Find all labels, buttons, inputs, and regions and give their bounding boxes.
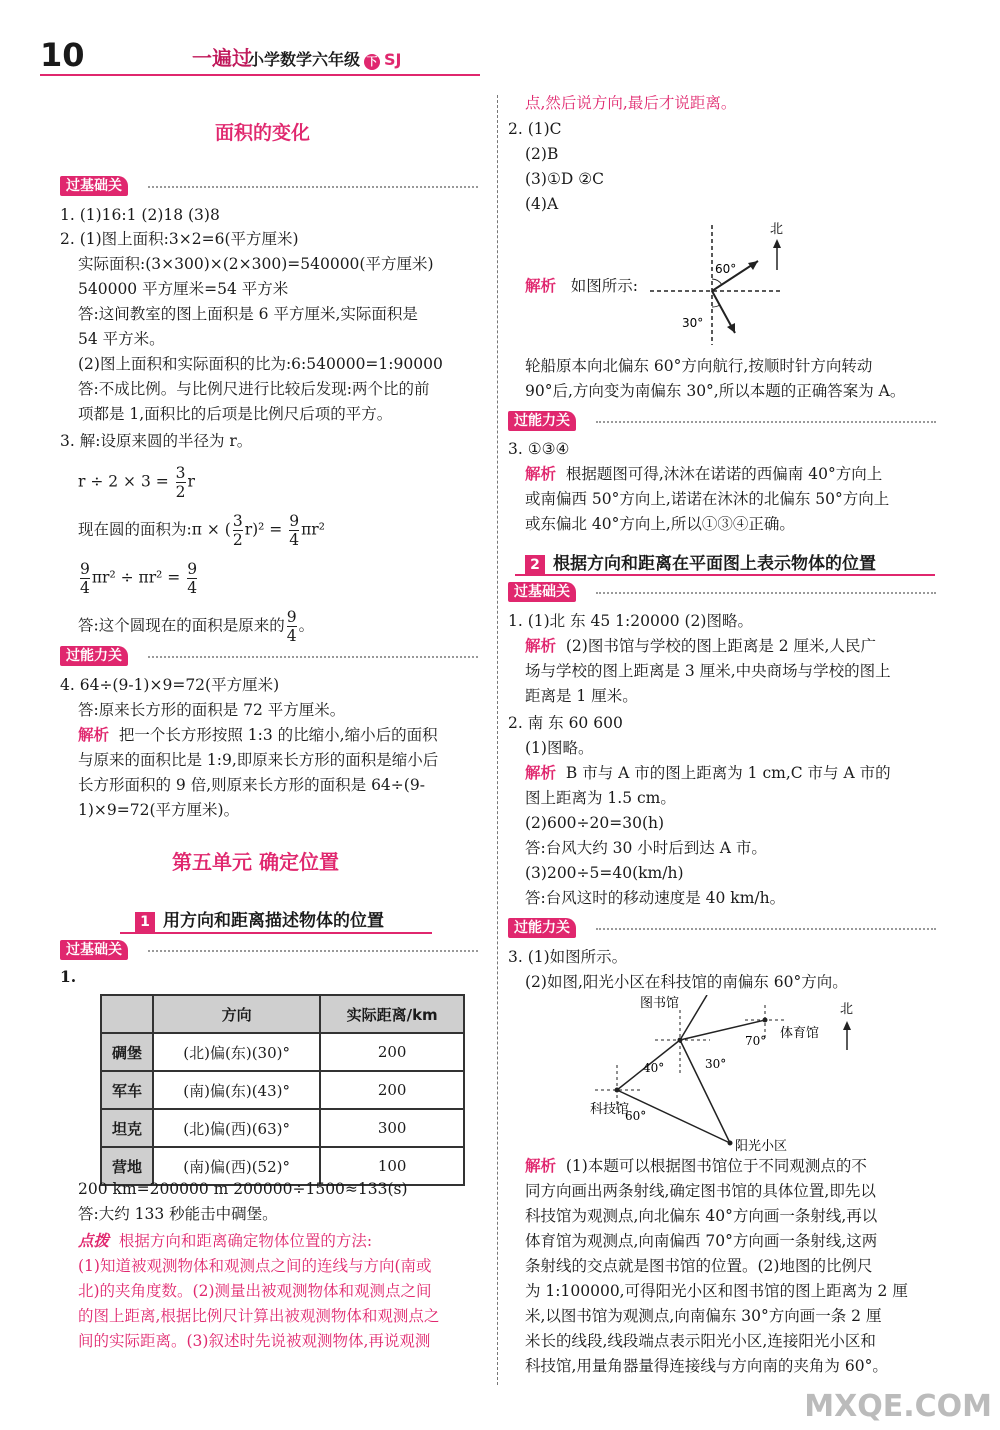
- q3-eq3-frac2: [187, 560, 197, 597]
- table-cell-direction: (北)偏(东)(30)°: [153, 1033, 320, 1071]
- r-q2-jx: [525, 275, 638, 297]
- table-cell-distance: 100: [320, 1147, 464, 1185]
- q2-line-1: 实际面积:(3×300)×(2×300)=540000(平方厘米): [78, 255, 434, 273]
- q2-line-0: 2. (1)图上面积:3×2=6(平方厘米): [60, 230, 299, 248]
- q2-line-7: 项都是 1,面积比的后项是比例尺后项的平方。: [78, 405, 393, 423]
- q3-eq3: [78, 560, 199, 597]
- q3-eq2-prefix: 现在圆的面积为:π × (: [78, 520, 231, 539]
- q4-line-0: 4. 64÷(9-1)×9=72(平方厘米): [60, 676, 280, 694]
- tag-guo-ji-chu: 过基础关: [60, 176, 128, 196]
- library-label: 图书馆: [640, 996, 680, 1011]
- map-diagram: [585, 995, 885, 1155]
- q3-eq3-frac: [80, 560, 90, 597]
- segment-library-to-sunshine: [680, 1040, 730, 1143]
- q3-eq1: [78, 464, 195, 501]
- r-q2-line-3: (4)A: [525, 195, 559, 213]
- q2-line-3: 答:这间教室的图上面积是 6 平方厘米,实际面积是: [78, 305, 418, 323]
- r-q1-jx-text-0: (2)图书馆与学校的图上距离是 2 厘米,人民广: [565, 637, 876, 655]
- q3-eq2-frac: [233, 512, 243, 549]
- r-q3b-jx-3: 体育馆为观测点,向南偏西 70°方向画一条射线,这两: [525, 1232, 878, 1250]
- book-title: [248, 47, 402, 70]
- r-q2b-line-0: 2. 南 东 60 600: [508, 714, 623, 732]
- tag-rule: [148, 656, 478, 658]
- q3-answer-num: 9: [286, 608, 297, 626]
- table-cell-distance: 300: [320, 1109, 464, 1147]
- q3-eq2-tail: πr²: [301, 520, 325, 539]
- q3-eq3-num: 9: [80, 560, 90, 578]
- q3-intro: 3. 解:设原来圆的半径为 r。: [60, 432, 253, 450]
- r-q3-jx-2: 或东偏北 40°方向上,所以①③④正确。: [525, 515, 795, 533]
- r-q1: 1. (1)北 东 45 1:20000 (2)图略。: [508, 612, 753, 630]
- r-q2b-line-1: (1)图略。: [525, 739, 594, 757]
- tag-rule: [596, 592, 936, 594]
- table-header-row: [101, 995, 464, 1033]
- r-q3b-jx-4: 条射线的交点就是图书馆的位置。(2)地图的比例尺: [525, 1257, 873, 1275]
- q3-eq2-den2: 4: [289, 531, 300, 549]
- q4-line-1: 答:原来长方形的面积是 72 平方厘米。: [78, 701, 346, 719]
- r-q3-jx-0: [525, 463, 882, 485]
- section-title-area-change: 面积的变化: [215, 122, 311, 144]
- map-north-label: 北: [840, 1002, 854, 1017]
- section-1-rule: [120, 932, 432, 934]
- r-q1-jx-2: 距离是 1 厘米。: [525, 687, 638, 705]
- section-1-heading: [135, 906, 384, 932]
- jiexi-label: 解析: [78, 726, 110, 744]
- q3-eq2-num2: 9: [289, 512, 300, 530]
- table-question-number: 1.: [60, 967, 77, 986]
- map-north-arrowhead: [843, 1021, 851, 1030]
- q1-answer: 1. (1)16:1 (2)18 (3)8: [60, 206, 220, 224]
- r-q2b-jx-0: [525, 762, 891, 784]
- q3-eq1-frac: [176, 464, 186, 501]
- north-label: 北: [770, 222, 784, 237]
- tag-guo-neng-li: 过能力关: [508, 411, 576, 431]
- r-q2-line-2: (3)①D ②C: [525, 170, 604, 188]
- sunshine-point: [728, 1141, 733, 1146]
- q3-eq1-left: r ÷ 2 × 3 =: [78, 472, 169, 491]
- r-q2b-jx-1: 图上距离为 1.5 cm。: [525, 789, 676, 807]
- science-label: 科技馆: [590, 1102, 630, 1117]
- r-q2-explain-0: 轮船原本向北偏东 60°方向航行,按顺时针方向转动: [525, 357, 873, 375]
- q3-eq2-frac2: [289, 512, 299, 549]
- table-row: [101, 1071, 464, 1109]
- q3-eq2: [78, 512, 325, 549]
- edition: SJ: [384, 50, 402, 69]
- q3-eq1-den: 2: [175, 483, 186, 501]
- r-q2b-jx-text-0: B 市与 A 市的图上距离为 1 cm,C 市与 A 市的: [565, 764, 891, 782]
- q2-line-5: (2)图上面积和实际面积的比为:6:540000=1:90000: [78, 355, 443, 373]
- q3-eq2-mid: r)² =: [244, 520, 283, 539]
- r-q2b-more-2: (3)200÷5=40(km/h): [525, 864, 684, 882]
- q3-answer-end: 。: [298, 616, 315, 635]
- r-q3b-jx-5: 为 1:100000,可得阳光小区和图书馆的图上距离为 2 厘: [525, 1282, 908, 1300]
- volume-badge: 下: [364, 54, 380, 70]
- q3-eq3-mid: πr² ÷ πr² =: [91, 568, 181, 587]
- tag-guo-neng-li: 过能力关: [60, 646, 128, 666]
- r-q3b-jx-0: [525, 1155, 867, 1177]
- brand-logo: 一遍过: [192, 46, 252, 70]
- page-number: 10: [40, 36, 85, 74]
- tag-guo-neng-li: 过能力关: [508, 918, 576, 938]
- angle-arc-60: [712, 279, 722, 285]
- r-q2-line-0: 2. (1)C: [508, 120, 562, 138]
- r-q3b-jx-2: 科技馆为观测点,向北偏东 40°方向画一条射线,再以: [525, 1207, 878, 1225]
- tag-rule: [148, 950, 478, 952]
- after-table-line-0: 200 km=200000 m 200000÷1500≈133(s): [78, 1180, 408, 1198]
- q4-jx-text-0: 把一个长方形按照 1:3 的比缩小,缩小后的面积: [118, 726, 438, 744]
- table-cell-name: 坦克: [101, 1109, 153, 1147]
- q4-jx-line-0: [78, 724, 438, 746]
- angle-40-label: 40°: [643, 1061, 665, 1075]
- r-q3b-jx-text-0: (1)本题可以根据图书馆位于不同观测点的不: [565, 1157, 867, 1175]
- q3-eq3-num2: 9: [187, 560, 198, 578]
- dianbo-line-3: 的图上距离,根据比例尺计算出被观测物体和观测点之: [78, 1307, 440, 1325]
- r-q3b-jx-6: 米,以图书馆为观测点,向南偏东 30°方向画一条 2 厘: [525, 1307, 882, 1325]
- sunshine-label: 阳光小区: [735, 1139, 788, 1154]
- r-q3-jx-1: 或南偏西 50°方向上,诺诺在沐沐的北偏东 50°方向上: [525, 490, 890, 508]
- q2-line-2: 540000 平方厘米=54 平方米: [78, 280, 289, 298]
- science-point: [615, 1088, 620, 1093]
- ray-extension: [680, 995, 707, 1040]
- section-2-heading: [525, 549, 876, 575]
- table-header-cell: [101, 995, 153, 1033]
- q3-eq2-den: 2: [232, 531, 243, 549]
- dianbo-line-2: 北)的夹角度数。(2)测量出被观测物体和观测点之间: [78, 1282, 432, 1300]
- section-2-number: 2: [525, 555, 545, 575]
- r-q3-jx-text-0: 根据题图可得,沐沐在诺诺的西偏南 40°方向上: [565, 465, 883, 483]
- q4-jx-line-3: 1)×9=72(平方厘米)。: [78, 801, 240, 819]
- tag-rule: [148, 186, 478, 188]
- dianbo-label: 点拨: [78, 1232, 110, 1250]
- table-header-cell: 方向: [153, 995, 320, 1033]
- dianbo-text-0: 根据方向和距离确定物体位置的方法:: [118, 1232, 373, 1250]
- watermark: MXQE.COM: [804, 1389, 992, 1424]
- angle-30-map-label: 30°: [705, 1057, 727, 1071]
- north-arrowhead: [773, 239, 781, 248]
- section-1-number: 1: [135, 912, 155, 932]
- jiexi-label: 解析: [525, 465, 557, 483]
- r-q2b-more-3: 答:台风这时的移动速度是 40 km/h。: [525, 889, 786, 907]
- q3-answer: [78, 608, 314, 645]
- angle-70-label: 70°: [745, 1034, 767, 1048]
- q3-answer-den: 4: [286, 627, 297, 645]
- r-q1-jx-1: 场与学校的图上距离是 3 厘米,中央商场与学校的图上: [525, 662, 891, 680]
- table-cell-direction: (南)偏(东)(43)°: [153, 1071, 320, 1109]
- q3-answer-text: 答:这个圆现在的面积是原来的: [78, 616, 285, 635]
- q4-jx-line-1: 与原来的面积比是 1:9,即原来长方形的面积是缩小后: [78, 751, 439, 769]
- r-q1-jx-0: [525, 635, 876, 657]
- unit-title: 第五单元 确定位置: [172, 850, 339, 874]
- table-cell-name: 军车: [101, 1071, 153, 1109]
- table-cell-distance: 200: [320, 1033, 464, 1071]
- angle-60-map-label: 60°: [625, 1109, 647, 1123]
- q2-line-4: 54 平方米。: [78, 330, 165, 348]
- angle-arc-30: [712, 305, 720, 307]
- tag-guo-ji-chu: 过基础关: [60, 940, 128, 960]
- book-title-text: 小学数学六年级: [248, 50, 361, 69]
- q3-eq3-den: 4: [80, 579, 90, 597]
- r-q2b-more-0: (2)600÷20=30(h): [525, 814, 665, 832]
- r-q3b-line-0: 3. (1)如图所示。: [508, 948, 628, 966]
- jiexi-label: 解析: [525, 764, 557, 782]
- jiexi-label: 解析: [525, 1157, 557, 1175]
- column-divider: [497, 95, 498, 1385]
- table-row: [101, 1033, 464, 1071]
- r-q3b-jx-8: 科技馆,用量角器量得连接线与方向南的夹角为 60°。: [525, 1357, 888, 1375]
- r-q3b-line-1: (2)如图,阳光小区在科技馆的南偏东 60°方向。: [525, 973, 848, 991]
- dianbo-line-4: 间的实际距离。(3)叙述时先说被观测物体,再说观测: [78, 1332, 431, 1350]
- table-row: [101, 1109, 464, 1147]
- gym-label: 体育馆: [780, 1026, 820, 1041]
- q3-eq1-num: 3: [175, 464, 186, 482]
- section-2-title: 根据方向和距离在平面图上表示物体的位置: [553, 554, 876, 574]
- table-cell-name: 营地: [101, 1147, 153, 1185]
- section-1-title: 用方向和距离描述物体的位置: [163, 911, 384, 931]
- table-header-cell: 实际距离/km: [320, 995, 464, 1033]
- tag-rule: [596, 421, 936, 423]
- after-table-line-1: 答:大约 133 秒能击中碉堡。: [78, 1205, 278, 1223]
- r-q2b-more-1: 答:台风大约 30 小时后到达 A 市。: [525, 839, 767, 857]
- q3-eq3-den2: 4: [187, 579, 198, 597]
- dianbo-line-1: (1)知道被观测物体和观测点之间的连线与方向(南或: [78, 1257, 432, 1275]
- table-cell-distance: 200: [320, 1071, 464, 1109]
- gym-point: [763, 1018, 768, 1023]
- q3-eq1-tail: r: [187, 472, 195, 491]
- q2-line-6: 答:不成比例。与比例尺进行比较后发现:两个比的前: [78, 380, 430, 398]
- r-q3b-jx-7: 米长的线段,线段端点表示阳光小区,连接阳光小区和: [525, 1332, 876, 1350]
- section-2-rule: [515, 574, 935, 576]
- q3-answer-frac: [287, 608, 297, 645]
- tag-rule: [596, 928, 936, 930]
- q3-eq2-num: 3: [232, 512, 243, 530]
- tag-guo-ji-chu: 过基础关: [508, 582, 576, 602]
- header-rule: [40, 74, 480, 76]
- jiexi-label: 解析: [525, 277, 557, 295]
- r-q3b-jx-1: 同方向画出两条射线,确定图书馆的具体位置,即先以: [525, 1182, 876, 1200]
- position-table: [100, 994, 465, 1186]
- table-cell-direction: (南)偏(西)(52)°: [153, 1147, 320, 1185]
- jiexi-label: 解析: [525, 637, 557, 655]
- q4-jx-line-2: 长方形面积的 9 倍,则原来长方形的面积是 64÷(9-: [78, 776, 425, 794]
- dianbo-line-0: [78, 1230, 372, 1252]
- continued-line: 点,然后说方向,最后才说距离。: [525, 94, 737, 112]
- angle-30-label: 30°: [682, 316, 704, 330]
- r-q2-explain-1: 90°后,方向变为南偏东 30°,所以本题的正确答案为 A。: [525, 382, 906, 400]
- library-point: [678, 1038, 683, 1043]
- table-cell-direction: (北)偏(西)(63)°: [153, 1109, 320, 1147]
- r-q2-line-1: (2)B: [525, 145, 559, 163]
- r-q2-jx-text: 如图所示:: [570, 277, 639, 295]
- table-cell-name: 碉堡: [101, 1033, 153, 1071]
- angle-60-label: 60°: [715, 262, 737, 276]
- ship-direction-diagram: [640, 215, 810, 350]
- r-q3: 3. ①③④: [508, 440, 570, 458]
